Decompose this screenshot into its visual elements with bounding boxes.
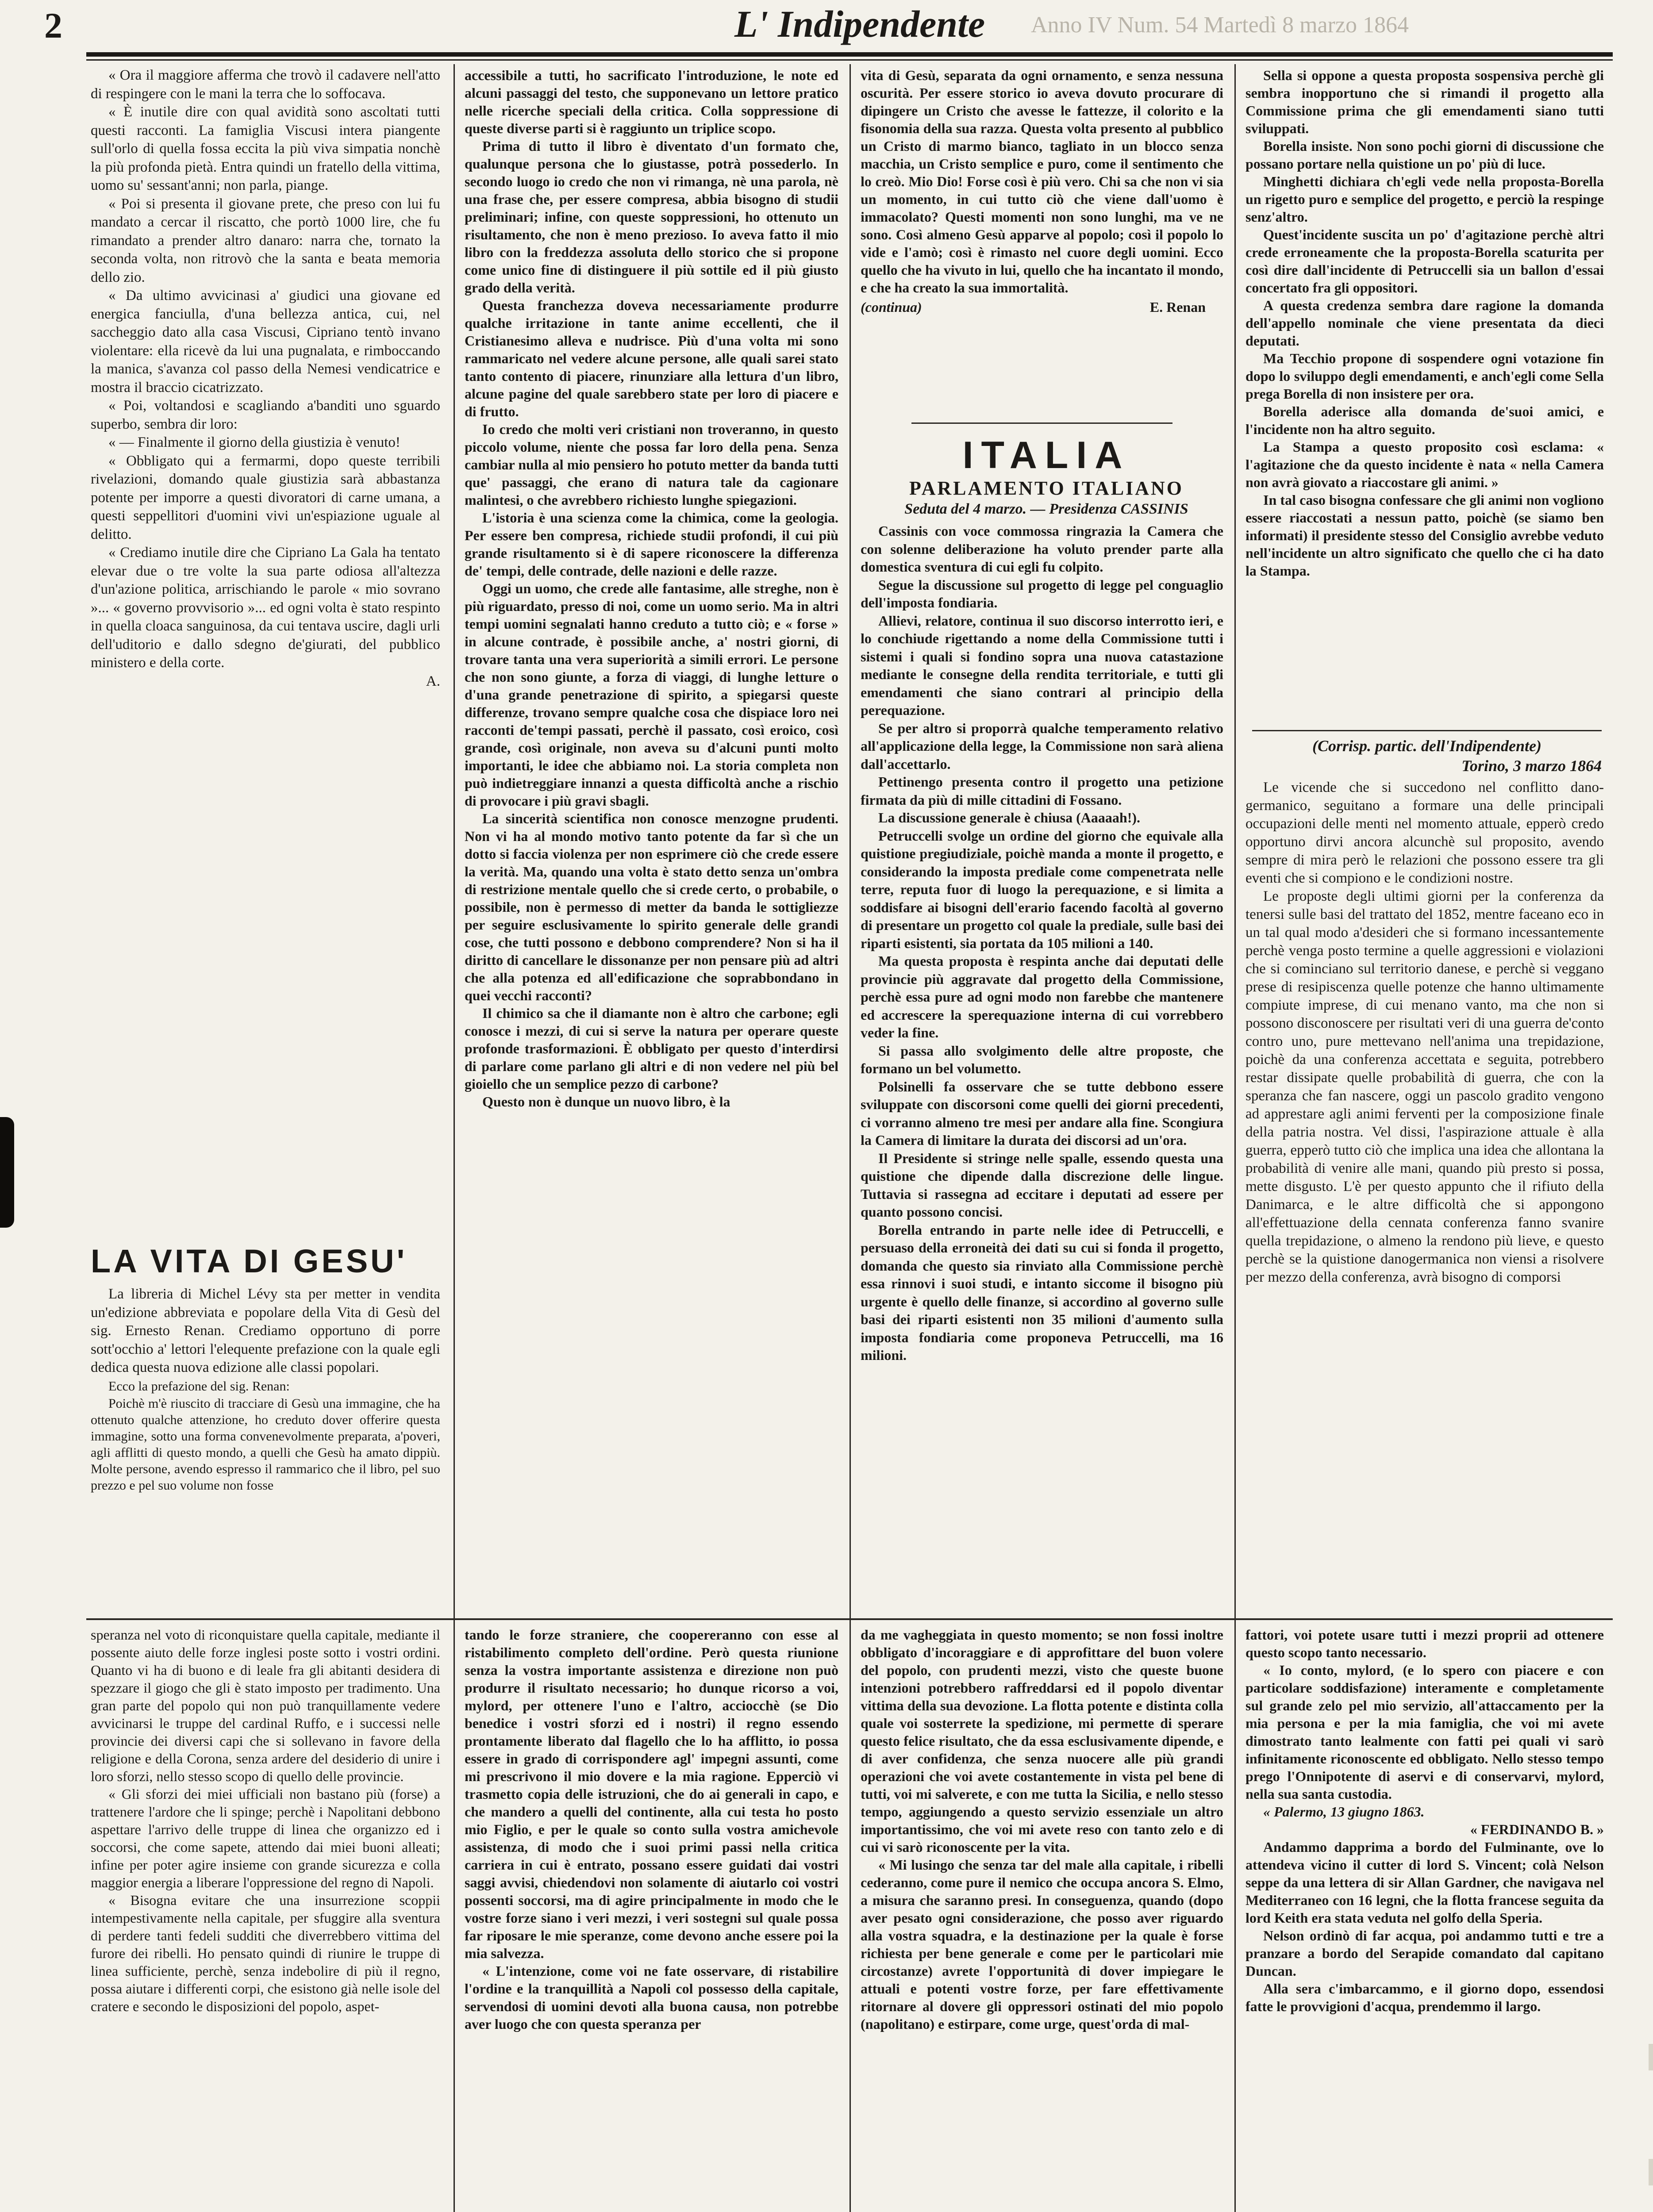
section-rule — [86, 1618, 1613, 1620]
bleed-through-text: Anno IV Num. 54 Martedì 8 marzo 1864 — [1031, 12, 1409, 38]
paragraph: Le proposte degli ultimi giorni per la conferenza da tenersi sulle basi del trattato del 1852, mentre faceano eco in un tal qual modo a'desideri che si formano incessantemente perchè venga posto termine a quelle aggressioni e violazioni che si cominciano sul territorio danese, e perchè si veggano prese di resipiscenza quelle potenze che hanno ultimamente compiute imprese, di cui menano vanto, ma che non si possono disconoscere per risultati veri di una guerra de'conto contro uno, pure mettevano nell'anima una trepidazione, poichè da una conferenza accettata e seguita, potrebbero restar dissipate quelle probabilità di guerra, che con la speranza che fan nascere, oggi un pascolo gradito vengono ad apprestare agli animi ferventi per la composizione finale della patria nostra. Vel dissi, l'aspirazione attuale è alla guerra, epperò tutto ciò che implica una idea che allontana la probabilità di venire alle mani, quando più presto si possa, mette disgusto. L'è per questo appunto che il rifiuto della Danimarca, e le altre difficoltà che si appongono all'effettuazione della cennata conferenza fanno svanire quella trepidazione, o almeno la rendono più lieve, e questo perchè se la quistione danogermanica non viensi a risolvere per mezzo della conferenza, avrà bisogno di comporsi — [1246, 888, 1604, 1285]
paragraph: Ecco la prefazione del sig. Renan: — [108, 1379, 290, 1394]
paragraph: « — Finalmente il giorno della giustizia è venuto! — [108, 434, 400, 450]
paragraph: « Mi lusingo che senza tar del male alla capitale, i ribelli cederanno, come pure il nemico che occupa ancora S. Elmo, a misura che saranno presi. In conseguenza, quando (dopo aver pesato ogni considerazione, che posso aver riguardo alla vostra squadra, e la destinazione per la quale è forse richiesta per bene generale e come per le particolari mie circostanze) avrete l'opportunità di dover impiegare le attuali e potenti vostre forze, per fare effettivamente ritornare al dovere gli oppressori ostinati del mio popolo (napolitano) e estirpare, come urge, quest'orda di mal- — [861, 1857, 1223, 2032]
paragraph: « Poi si presenta il giovane prete, che preso con lui fu mandato a cercar il riscatto, che portò 1000 lire, che fu rimandato a prender altro danaro: narra che, tornato la seconda volta, non ritrovò che la santa e beata memoria dello zio. — [91, 196, 440, 285]
paragraph: da me vagheggiata in questo momento; se non fossi inoltre obbligato d'incoraggiare e di approfittare del buon volere del popolo, con prudenti mezzi, visto che queste buone intenzioni potrebbero raffreddarsi ed il popolo diventar vittima della sua devozione. La flotta potente e distinta colla quale voi sosterrete la spedizione, mi permette di sperare questo felice risultato, che da essa esclusivamente dipende, e di aver confidenza, che senza nuocere alle più grandi operazioni che voi avete costantemente in vista pel bene di tutti, voi mi salverete, e con me tutta la Sicilia, e nello stesso tempo, aggiungendo a questo servizio essenziale un altro importantissimo, che voi mi avete reso con tanto zelo e di cui vi sarò riconoscente per la vita. — [861, 1627, 1223, 1855]
paragraph: Il Presidente si stringe nelle spalle, essendo questa una quistione che dipende dalla discrezione delle lingue. Tuttavia si rassegna ad eccitare i deputati ad essere per quanto possono concisi. — [861, 1150, 1223, 1220]
paragraph: Se per altro si proporrà qualche temperamento relativo all'applicazione della legge, la Commissione non sarà aliena dall'accettarlo. — [861, 720, 1223, 772]
paragraph: Alla sera c'imbarcammo, e il giorno dopo, essendosi fatte le provvigioni d'acqua, prendemmo il largo. — [1246, 1981, 1604, 2014]
section-subheading-parlamento: PARLAMENTO ITALIANO — [909, 477, 1184, 499]
column-rule — [454, 64, 455, 2212]
paragraph: Questa franchezza doveva necessariamente produrre qualche irritazione in tante anime eccellenti, che il Cristianesimo alleva e nudrisce. Più d'una volta mi sono rammaricato nel vedere alcune persone, alle quali sarei stato tanto contento di piacere, rinunziare alla lettura d'un libro, alcune pagine del quale sarebbero state per loro di piacere e di frutto. — [465, 297, 838, 419]
paragraph: La discussione generale è chiusa (Aaaaah!). — [878, 810, 1140, 826]
paragraph: Borella aderisce alla domanda de'suoi amici, e l'incidente non ha altro seguito. — [1246, 403, 1604, 437]
column-rule — [1234, 64, 1236, 2212]
paragraph: In tal caso bisogna confessare che gli animi non vogliono essere riaccostati a nessun patto, poichè (se siamo ben informati) il presidente stesso del Consiglio avrebbe veduto nell'incidente un altro significato che quello che ci ha dato la Stampa. — [1246, 492, 1604, 579]
paragraph: « Ora il maggiore afferma che trovò il cadavere nell'atto di respingere con le mani la terra che lo soffocava. — [91, 67, 440, 102]
paragraph: Cassinis con voce commossa ringrazia la Camera che con solenne deliberazione ha voluto prender parte alla domestica sventura di cui egli fu colpito. — [861, 523, 1223, 575]
page-number: 2 — [44, 5, 62, 46]
paragraph: Pettinengo presenta contro il progetto una petizione firmata da più di mille cittadini di Fossano. — [861, 774, 1223, 808]
column-3-parlamento — [861, 522, 1223, 1615]
column-1-bottom — [91, 1626, 440, 2212]
section-heading-vita-di-gesu: LA VITA DI GESU' — [91, 1243, 407, 1279]
paragraph: Ma Tecchio propone di sospendere ogni votazione fin dopo lo sviluppo degli emendamenti, e anch'egli come Sella prega Borella di non insistere per ora. — [1246, 350, 1604, 402]
paragraph: « Crediamo inutile dire che Cipriano La Gala ha tentato elevar due o tre volte la sua parte odiosa all'altezza d'un'azione politica, arrischiando le parole « mio sovrano »... « governo provvisorio »... ed ogni volta è stato respinto in quella cloaca sanguinosa, da cui tentava uscire, dagli urli dell'uditorio e dallo sdegno de'giurati, del pubblico ministero e della corte. — [91, 545, 440, 671]
masthead-rule — [86, 52, 1613, 57]
correspondence-byline: (Corrisp. partic. dell'Indipendente) — [1312, 737, 1542, 755]
paragraph: vita di Gesù, separata da ogni ornamento, e senza nessuna oscurità. Per essere storico io aveva dovuto procurare di dipingere un Cristo che avesse le fattezze, il colorito e la fisonomia della sua razza. Questa volta presento al pubblico un Cristo di marmo bianco, tagliato in un blocco senza macchia, un Cristo semplice e puro, come il sentimento che lo creò. Mio Dio! Forse così è più vero. Chi sa che non vi sia un momento, in cui tutto ciò che viene dall'uomo è immacolato? Questi momenti non sono lunghi, ma ve ne sono. Così almeno Gesù apparve al popolo; così il popolo lo vide e l'amò; così è rimasto nel cuore degli uomini. Ecco quello che ha vivuto in lui, quello che ha incantato il mondo, e che ha creato la sua immortalità. — [861, 67, 1223, 296]
paragraph: Il chimico sa che il diamante non è altro che carbone; egli conosce i mezzi, di cui si serve la natura per operare queste profonde trasformazioni. È obbligato per questo d'interdirsi di parlare come parlano gli altri e di non vedere nel più bel gioiello che un semplice pezzo di carbone? — [465, 1005, 838, 1092]
paragraph: Borella insiste. Non sono pochi giorni di discussione che possano portare nella quistione un po' più di luce. — [1246, 138, 1604, 172]
masthead-rule-thin — [86, 59, 1613, 61]
paragraph: « Io conto, mylord, (e lo spero con piacere e con particolare soddisfazione) interamente e completamente sul grande zelo pel mio servizio, all'attaccamento per la mia persona e per la mia famiglia, che voi mi avete dimostrato tanto lealmente con fatti pei quali vi sarò infinitamente riconoscente ed obbligato. Nello stesso tempo prego l'Onnipotente di aservi e di conservarvi, mylord, nella sua santa custodia. — [1246, 1662, 1604, 1802]
column-3-bottom — [861, 1626, 1223, 2212]
paragraph: Le vicende che si succedono nel conflitto dano-germanico, seguitano a formare una delle principali occupazioni delle menti nel momento attuale, epperò credo opportuno dirvi ancora alcunchè sul proposito, avendo sempre di mira però le relazioni che possono essere tra gli eventi che si compiono e le condizioni nostre. — [1246, 780, 1604, 886]
paragraph: Petruccelli svolge un ordine del giorno che equivale alla quistione pregiudiziale, poichè manda a monte il progetto, e considerando la imposta prediale come compenetrata nelle terre, reputa fuor di luogo la perequazione, e si limita a soddisfare ai bisogni dell'erario facendo facoltà al governo di presentare un progetto col quale la prediale, sulle basi dei riparti esistenti, sia portata da 105 milioni a 140. — [861, 827, 1223, 951]
paragraph: « Gli sforzi dei miei ufficiali non bastano più (forse) a trattenere l'ardore che li spinge; perchè i Napolitani debbono aspettare l'arrivo delle truppe di linea che organizzo ed i soccorsi, che come sapete, attendo dai miei buoni alleati; infine per poter agire insieme con grande sicurezza e colla maggior energia a liberare l'oppressione del regno di Napoli. — [91, 1786, 440, 1890]
paragraph: Ma questa proposta è respinta anche dai deputati delle provincie più aggravate dal progetto della Commissione, perchè essa pure ad ogni modo non farebbe che mantenere ed accrescere la sperequazione interna di cui vorrebbero veder la fine. — [861, 953, 1223, 1041]
paragraph: Sella si oppone a questa proposta sospensiva perchè gli sembra inopportuno che si rimandi il progetto alla Commissione prima che gli emendamenti siano tutti sviluppati. — [1246, 67, 1604, 136]
author-signature: E. Renan — [1149, 299, 1206, 315]
paragraph: « Da ultimo avvicinasi a' giudici una giovane ed energica fanciulla, d'una bellezza antica, cui, nel saccheggio dato alla casa Viscusi, Cipriano tentò invano violentare: ella ricevè da lui una pugnalata, e rimboccando la manica, s'avanza col passo della Nemesi vendicatrice e mostra il braccio cicatrizzato. — [91, 288, 440, 396]
dateline: Torino, 3 marzo 1864 — [1461, 757, 1602, 775]
edge-tear — [1649, 2159, 1653, 2185]
paragraph: Si passa allo svolgimento delle altre proposte, che formano un bel volumetto. — [861, 1042, 1223, 1076]
column-2-top — [465, 66, 838, 1615]
paragraph: Oggi un uomo, che crede alle fantasime, alle streghe, non è più riguardato, presso di noi, come un uomo serio. Ma in altri tempi uomini segnalati hanno creduto a tutto ciò; e « forse » in alcune contrade, è possibile anche, a' nostri giorni, di trovare tanta una vera superiorità a simili errori. Le persone che non sono giunte, a forza di viaggi, di lunghe letture o d'una grande penetrazione di spirito, a spiegarsi queste differenze, trovano sempre qualche cosa che dispiace loro nei racconti de'tempi passati, perchè il passato, così eroico, così grande, così originale, non aveva su d'alcuni punti molto importanti, le idee che abbiamo noi. La storia completa non può indietreggiare innanzi a questa difficoltà anche a rischio di provocare i più gravi sbagli. — [465, 580, 838, 809]
column-1-top — [91, 66, 440, 1199]
letter-signature: « FERDINANDO B. » — [1470, 1821, 1604, 1837]
section-rule — [1252, 730, 1602, 731]
paragraph: accessibile a tutti, ho sacrificato l'introduzione, le note ed alcuni passaggi del testo, che supponevano un lettore pratico nelle ricerche speciali della critica. Colla soppressione di queste diverse parti si è raggiunto un triplice scopo. — [465, 67, 838, 136]
paragraph: Prima di tutto il libro è diventato d'un formato che, qualunque persona che lo giustasse, potrà possederlo. In secondo luogo io credo che non vi rimanga, nè una parola, nè una frase che, per essere compresa, abbia bisogno di studii preliminari; infine, con queste soppressioni, ho ottenuto un risultamento, che non è meno prezioso. Io aveva fatto il mio libro con la freddezza assoluta dello storico che si propone come unico fine di distinguere il più sottile ed il più giusto grado della verità. — [465, 138, 838, 296]
newspaper-title: L' Indipendente — [734, 3, 985, 45]
column-1-vita — [91, 1285, 440, 1613]
paragraph: La sincerità scientifica non conosce menzogne prudenti. Non vi ha al mondo motivo tanto potente da far sì che un dotto si faccia violenza per non esprimere ciò che crede essere la verità. Ma, quando una volta è stato detto senza un'ombra di restrizione mentale quello che si crede certo, o probabile, o possibile, non è permesso di metter da banda le sottigliezze per seguire esclusivamente lo spirito generale delle grandi cose, che tutti possono e debbono comprendere? Non si ha il diritto di cancellare le dissonanze per non pensare più ad altri che alla potenza ed all'edificazione che soprabbondano in quei vecchi racconti? — [465, 810, 838, 1003]
paragraph: Nelson ordinò di far acqua, poi andammo tutti e tre a pranzare a bordo del Serapide comandato dal capitano Duncan. — [1246, 1928, 1604, 1979]
paragraph: « Poi, voltandosi e scagliando a'banditi uno sguardo superbo, sembra dir loro: — [91, 398, 440, 432]
paragraph: Questo non è dunque un nuovo libro, è la — [482, 1094, 730, 1110]
paragraph: « Obbligato qui a fermarmi, dopo queste terribili rivelazioni, domando quale giustizia sarà abbastanza potente per imporre a questi divoratori di carne umana, a questi seppellitori d'uomini vivi un'espiazione uguale al delitto. — [91, 453, 440, 542]
paragraph: « L'intenzione, come voi ne fate osservare, di ristabilire l'ordine e la tranquillità a Napoli col possesso della capitale, servendosi di uomini devoti alla buona causa, non potrebbe aver luogo che con questa speranza per — [465, 1963, 838, 2032]
paragraph: Borella entrando in parte nelle idee di Petruccelli, e persuaso della erroneità dei dati su cui si fonda il progetto, domanda che questo sia rinviato alla Commissione perchè essa rinnovi i suoi studi, e intanto siccome il bisogno più urgente è quello delle finanze, si accordino al governo sulle basi dei riparti esistenti non 35 milioni d'aumento sulla imposta fondiaria come proponeva Petruccelli, ma 16 milioni. — [861, 1221, 1223, 1363]
paragraph: A questa credenza sembra dare ragione la domanda dell'appello nominale che viene presentata da dieci deputati. — [1246, 297, 1604, 349]
author-initial: A. — [426, 673, 440, 689]
column-4-torino — [1246, 779, 1604, 1615]
paragraph: Andammo dapprima a bordo del Fulminante, ove lo attendeva vicino il cutter di lord S. Vincent; colà Nelson seppe da una lettera di sir Allan Gardner, che navigava nel Mediterraneo con 16 legni, che la flotta francese seguita da lord Keith era stata veduta nel golfo della Speria. — [1246, 1839, 1604, 1926]
paragraph: tando le forze straniere, che coopereranno con esse al ristabilimento completo dell'ordine. Però questa riunione senza la vostra importante assistenza e direzione non può produrre il risultato necessario; ho dunque ricorso a voi, mylord, per ottenere l'uno e l'altro, acciocchè (se Dio benedice i vostri sforzi ed i nostri) il regno essendo prontamente liberato dal flagello che lo ha afflitto, io possa essere in grado di corrispondere agl' impegni assunti, come mi prescrivono il mio dovere e la mia ragione. Epperciò vi trasmetto copia delle istruzioni, che do ai generali in capo, e che mandero a quelli del continente, alla cui testa ho posto mio Figlio, e per le quale so conto sulla vostra amichevole assistenza, di modo che i suoi primi passi nella critica carriera in cui è entrato, possano essere guidati dai vostri saggi avvisi, chiedendovi non solamente di aiutarlo coi vostri possenti soccorsi, ma di agire principalmente in modo che le vostre forze siano i veri mezzi, i veri sostegni sul quale possa far riposare le mie speranze, come devono anche essere poi la mia salvezza. — [465, 1627, 838, 1961]
continua-label: (continua) — [861, 299, 922, 315]
column-rule — [850, 64, 851, 2212]
paragraph: La libreria di Michel Lévy sta per metter in vendita un'edizione abbreviata e popolare della Vita di Gesù del sig. Ernesto Renan. Crediamo opportuno di porre sott'occhio a' lettori l'elequente prefazione con la quale egli dedica questa nuova edizione alle classi popolari. — [91, 1286, 440, 1375]
paragraph: L'istoria è una scienza come la chimica, come la geologia. Per essere ben compresa, richiede studii profondi, il cui più grande risultamento si è di sapere riconoscere la differenza de' tempi, delle contrade, delle nazioni e delle razze. — [465, 510, 838, 579]
paragraph: « Bisogna evitare che una insurrezione scoppii intempestivamente nella capitale, per sfuggire alla sventura di perdere tanti fedeli sudditi che diverrebbero vittima del furore dei ribelli. Ho pensato quindi di riunire le truppe di linea sufficiente, perchè, senza indebolire di più il regno, possa aiutare i differenti corpi, che esistono già nelle isole del cratere e secondo le disposizioni del popolo, aspet- — [91, 1892, 440, 2014]
paragraph: Segue la discussione sul progetto di legge pel conguaglio dell'imposta fondiaria. — [861, 576, 1223, 611]
column-2-bottom — [465, 1626, 838, 2212]
column-3-top — [861, 66, 1223, 420]
paragraph: Polsinelli fa osservare che se tutte debbono essere sviluppate con discorsoni come quelli dei giorni precedenti, ci vorranno almeno tre mesi per andare alla fine. Scongiura la Camera di limitare la durata dei discorsi ad un'ora. — [861, 1078, 1223, 1148]
paragraph: Io credo che molti veri cristiani non troveranno, in questo piccolo volume, niente che possa far loro della pena. Senza cambiar nulla al mio pensiero ho potuto metter da banda tutti que' passaggi, che erano di natura tale da cagionare malintesi, o che avrebbero richiesto lunghe spiegazioni. — [465, 421, 838, 508]
heading-rule — [911, 422, 1172, 424]
ink-blot — [0, 1117, 14, 1228]
letter-dateline: « Palermo, 13 giugno 1863. — [1263, 1804, 1425, 1820]
edge-tear — [1649, 2044, 1653, 2070]
paragraph: La Stampa a questo proposito così esclama: « l'agitazione che da questo incidente è nata « nella Camera non avrà giovato a riaccostare gli animi. » — [1246, 439, 1604, 490]
paragraph: fattori, voi potete usare tutti i mezzi proprii ad ottenere questo scopo tanto necessario. — [1246, 1627, 1604, 1660]
paragraph: Quest'incidente suscita un po' d'agitazione perchè altri crede erroneamente che la proposta-Borella scaturita per così dire dall'incidente di Petruccelli sia un ballon d'essai concertato fra gli oppositori. — [1246, 227, 1604, 296]
paragraph: « È inutile dire con qual avidità sono ascoltati tutti questi racconti. La famiglia Viscusi intera piangente sull'orlo di quella fossa eccita la più viva simpatia nonchè la più profonda pietà. Entra quindi un fratello della vittima, uomo su' sessant'anni; non parla, piange. — [91, 104, 440, 193]
paragraph: Poichè m'è riuscito di tracciare di Gesù una immagine, che ha ottenuto qualche attenzione, ho creduto dover offerire questa immagine, sotto una forma convenevolmente preparata, a'poveri, agli afflitti di questo mondo, a quelli che Gesù ha amato dippiù. Molte persone, avendo espresso il rammarico che il libro, pel suo prezzo e pel suo volume non fosse — [91, 1396, 440, 1493]
paragraph: Minghetti dichiara ch'egli vede nella proposta-Borella un rigetto puro e semplice del progetto, e perciò la respinge senz'altro. — [1246, 173, 1604, 225]
section-heading-italia: ITALIA — [962, 434, 1130, 476]
session-dateline: Seduta del 4 marzo. — Presidenza CASSINIS — [904, 501, 1188, 517]
paragraph: speranza nel voto di riconquistare quella capitale, mediante il possente aiuto delle forze inglesi poste sotto i vostri ordini. Quanto vi ha di buono e di leale fra gli abitanti desidera di spezzare il giogo che gli è stato imposto per tradimento. Una gran parte del popolo qui non può tranquillamente vedere avvicinarsi le truppe del cardinal Ruffo, e i successi nelle provincie dei diversi capi che si sollevano in favore della religione e della Corona, senza ardere del desiderio di unire i loro sforzi, nello stesso scopo di quello delle provincie. — [91, 1627, 440, 1784]
paragraph: Allievi, relatore, continua il suo discorso interrotto ieri, e lo conchiude rigettando a nome della Commissione tutti i sistemi i quali si fondino sopra una nuova catastazione mediante le consegne della rendita territoriale, e tutti gli emendamenti che siano contrari al principio della perequazione. — [861, 612, 1223, 718]
column-4-bottom — [1246, 1626, 1604, 2212]
column-4-top — [1246, 66, 1604, 730]
